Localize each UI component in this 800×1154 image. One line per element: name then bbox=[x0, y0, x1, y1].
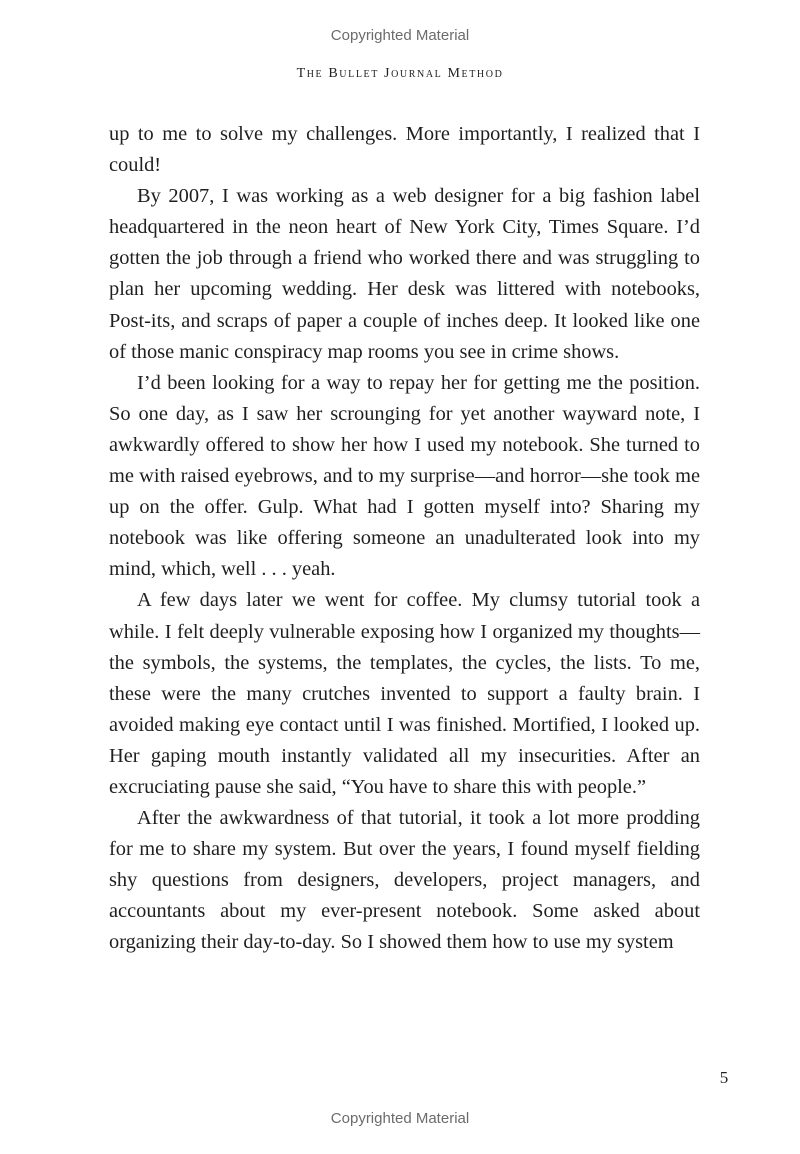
page-number: 5 bbox=[719, 1068, 729, 1087]
running-head: The Bullet Journal Method bbox=[296, 66, 504, 81]
page-body bbox=[109, 119, 700, 959]
copyright-watermark-bottom: Copyrighted Material bbox=[330, 1110, 470, 1127]
copyright-watermark-top: Copyrighted Material bbox=[330, 27, 470, 44]
paragraph: A few days later we went for coffee. My clumsy tutorial took a while. I felt deeply vulnerable exposing how I organized my thoughts—the symbols, the systems, the templates, the cycles, the lists. To me, these were the many crutches invented to support a faulty brain. I avoided making eye contact until I was finished. Mortified, I looked up. Her gaping mouth instantly validated all my insecurities. After an excruciating pause she said, “You have to share this with people.” bbox=[109, 589, 700, 798]
paragraph: After the awkwardness of that tutorial, it took a lot more prodding for me to share my system. But over the years, I found myself fielding shy questions from designers, developers, project managers, and accountants about my ever-present notebook. Some asked about organizing their day-to-day. So I showed them how to use my system bbox=[109, 807, 700, 954]
paragraph: By 2007, I was working as a web designer for a big fashion label headquartered in the neon heart of New York City, Times Square. I’d gotten the job through a friend who worked there and was struggling to plan her upcoming wedding. Her desk was littered with notebooks, Post-its, and scraps of paper a couple of inches deep. It looked like one of those manic conspiracy map rooms you see in crime shows. bbox=[109, 185, 700, 363]
paragraph: I’d been looking for a way to repay her for getting me the position. So one day, as I saw her scrounging for yet another wayward note, I awkwardly offered to show her how I used my notebook. She turned to me with raised eyebrows, and to my surprise—and horror—she took me up on the offer. Gulp. What had I gotten myself into? Sharing my notebook was like offering someone an unadulterated look into my mind, which, well . . . yeah. bbox=[109, 371, 700, 581]
paragraph: up to me to solve my challenges. More importantly, I realized that I could! bbox=[109, 123, 700, 177]
